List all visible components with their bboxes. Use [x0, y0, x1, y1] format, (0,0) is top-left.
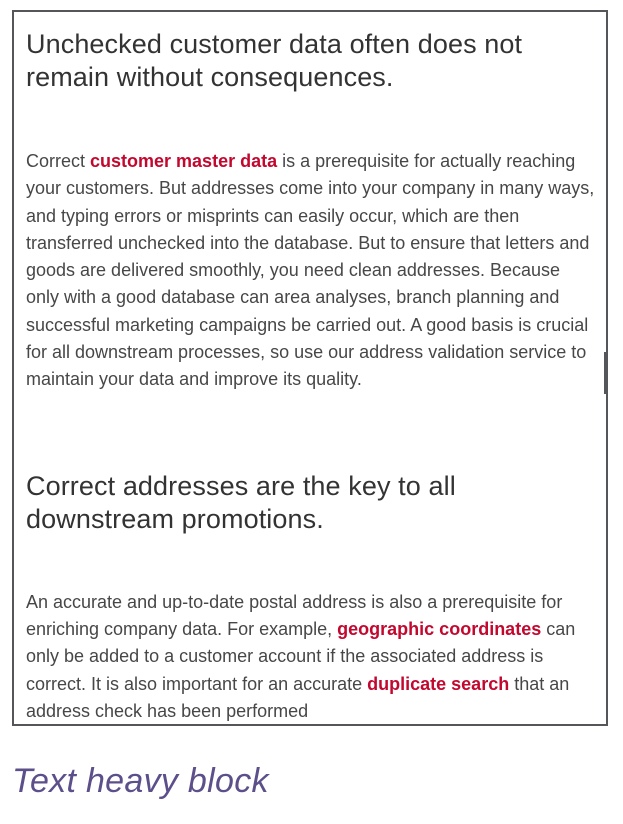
section-heading-2: Correct addresses are the key to all downstream promotions. [26, 470, 456, 534]
paragraph-text: that an address check has been performed [26, 673, 570, 721]
paragraph-text: is a prerequisite for actually reaching your customers. But addresses come into your company in many ways, and typing errors or misprints can easily occur, which are then transferred unchecked into the database. But to ensure that letters and goods are delivered smoothly, you need clean addresses. Because only with a good database can area analyses, branch planning and successful marketing campaigns be carried out. A good basis is crucial for all downstream processes, so use our address validation service to maintain your data and improve its quality. [26, 151, 595, 390]
text-block-frame [12, 10, 608, 726]
section-paragraph-1 [26, 148, 596, 394]
paragraph-text: can only be added to a customer account if the associated address is correct. It is also important for an accurate [26, 618, 576, 694]
paragraph-text: An accurate and up-to-date postal address is also a prerequisite for enriching company data. For example, [26, 591, 563, 639]
paragraph-text: Correct [26, 151, 91, 171]
duplicate-search-link[interactable]: duplicate search [367, 673, 510, 694]
caption-label: Text heavy block [12, 762, 269, 800]
section-heading-1: Unchecked customer data often does not remain without consequences. [26, 29, 523, 92]
geographic-coordinates-link[interactable]: geographic coordinates [337, 618, 542, 639]
customer-master-data-link[interactable]: customer master data [90, 151, 278, 171]
section-paragraph-2 [26, 589, 596, 725]
scrollbar-thumb[interactable] [604, 352, 606, 394]
text-content [26, 28, 596, 725]
